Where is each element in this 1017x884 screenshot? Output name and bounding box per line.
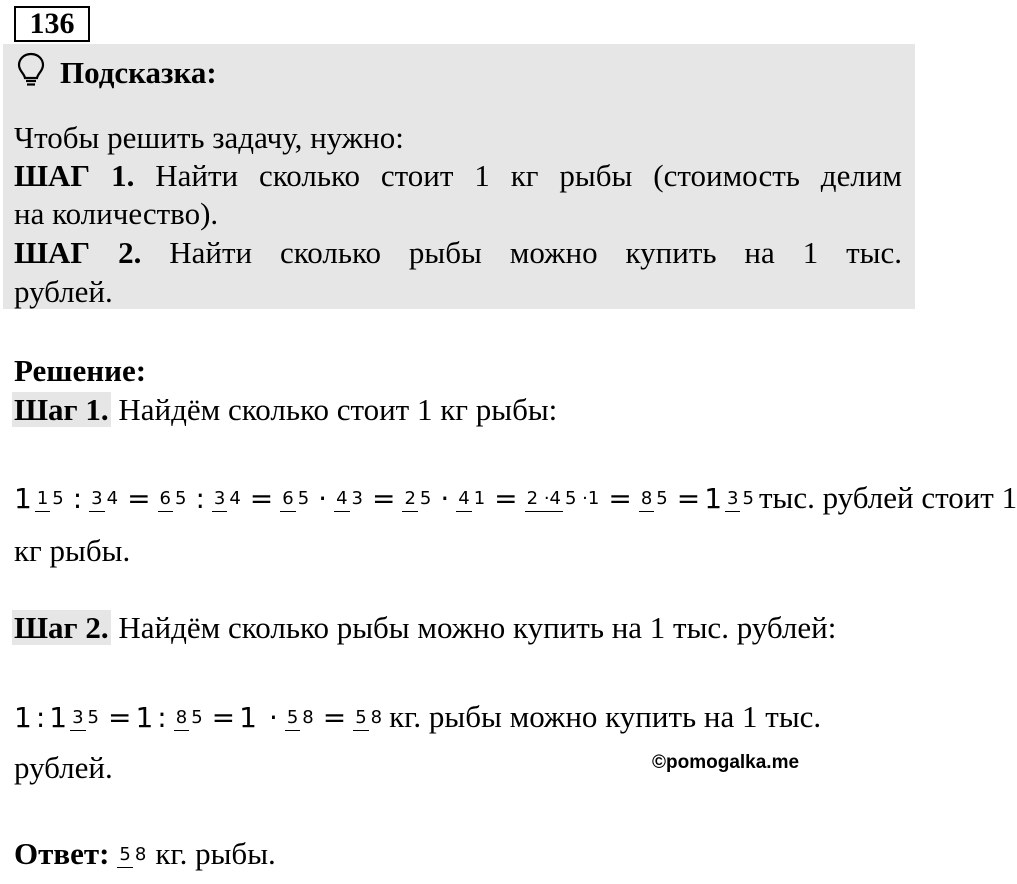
eq1-fraction: 2 5 bbox=[402, 488, 433, 509]
answer-label: Ответ: bbox=[14, 836, 110, 871]
eq2-equals: = bbox=[211, 700, 236, 734]
eq2-colon: : bbox=[157, 700, 167, 734]
eq2-colon: : bbox=[35, 700, 46, 734]
eq1-fraction: 6 5 bbox=[158, 488, 189, 509]
eq2-equals: = bbox=[108, 700, 132, 734]
eq2-one: 1 bbox=[14, 700, 32, 734]
solution-step2-text: Найдём сколько рыбы можно купить на 1 тыс. рублей: bbox=[118, 610, 837, 645]
eq2-fraction: 3 5 bbox=[70, 707, 101, 728]
eq1-fraction: 3 4 bbox=[212, 488, 243, 509]
hint-step2-label: ШАГ 2. bbox=[14, 235, 142, 270]
eq2-fraction: 5 8 bbox=[285, 707, 316, 728]
lightbulb-icon bbox=[16, 52, 46, 88]
eq1-fraction: 2 ·4 5 ·1 bbox=[525, 488, 602, 509]
solution-step1-text: Найдём сколько стоит 1 кг рыбы: bbox=[118, 392, 558, 427]
eq1-fraction: 6 5 bbox=[280, 488, 311, 509]
hint-step1-label: ШАГ 1. bbox=[14, 158, 135, 193]
answer-text: кг. рыбы. bbox=[155, 836, 276, 871]
solution-step2 bbox=[12, 609, 836, 647]
solution-title: Решение: bbox=[14, 353, 147, 388]
eq1-fraction: 4 1 bbox=[456, 488, 487, 509]
eq1-equals: = bbox=[371, 481, 396, 515]
task-number: 136 bbox=[14, 6, 90, 42]
eq1-whole2: 1 bbox=[704, 481, 723, 515]
eq2-fraction: 8 5 bbox=[174, 707, 205, 728]
equation-step2 bbox=[14, 687, 821, 747]
hint-step1-line2: на количество). bbox=[14, 196, 219, 231]
watermark: ©pomogalka.me bbox=[652, 752, 800, 773]
eq1-tail: тыс. рублей стоит 1 bbox=[758, 480, 1017, 515]
equation-step1 bbox=[14, 468, 1017, 528]
eq1-fraction: 1 5 bbox=[35, 488, 66, 509]
eq1-colon: : bbox=[195, 481, 205, 515]
eq1-equals: = bbox=[676, 481, 701, 515]
eq2-one: 1 bbox=[135, 700, 154, 734]
eq1-fraction: 3 5 bbox=[725, 488, 756, 509]
eq1-fraction: 3 4 bbox=[89, 488, 120, 509]
eq1-colon: : bbox=[72, 481, 83, 515]
eq2-whole: 1 bbox=[49, 700, 68, 734]
eq1-dot: · bbox=[440, 481, 450, 515]
eq2-one: 1 bbox=[239, 700, 257, 734]
eq1-equals: = bbox=[127, 481, 151, 515]
eq1-equals: = bbox=[494, 481, 518, 515]
hint-intro: Чтобы решить задачу, нужно: bbox=[14, 120, 404, 155]
answer-fraction: 5 8 bbox=[117, 844, 148, 865]
hint-step2-line2: рублей. bbox=[14, 274, 113, 309]
eq2-equals: = bbox=[322, 700, 347, 734]
solution-step1 bbox=[12, 391, 557, 429]
solution-step1-label: Шаг 1. bbox=[14, 392, 109, 427]
hint-step1-text: Найти сколько стоит 1 кг рыбы (стоимость делим bbox=[155, 158, 903, 193]
hint-title: Подсказка: bbox=[60, 55, 217, 90]
eq1-tail-line2: кг рыбы. bbox=[14, 533, 131, 568]
eq1-whole1: 1 bbox=[14, 481, 32, 515]
solution-step2-label: Шаг 2. bbox=[14, 610, 109, 645]
answer-line bbox=[14, 826, 276, 882]
eq1-fraction: 4 3 bbox=[334, 488, 365, 509]
eq1-dot: · bbox=[318, 481, 328, 515]
eq1-equals: = bbox=[608, 481, 632, 515]
eq1-fraction: 8 5 bbox=[639, 488, 670, 509]
hint-step2-line1 bbox=[14, 234, 902, 272]
eq2-dot: · bbox=[268, 700, 278, 734]
eq2-fraction: 5 8 bbox=[353, 707, 384, 728]
hint-step2-text: Найти сколько рыбы можно купить на 1 тыс. bbox=[169, 235, 902, 270]
eq1-equals: = bbox=[249, 481, 274, 515]
eq2-tail-line2: рублей. bbox=[14, 750, 113, 785]
eq2-tail: кг. рыбы можно купить на 1 тыс. bbox=[389, 699, 822, 734]
hint-step1-line1 bbox=[14, 157, 902, 195]
